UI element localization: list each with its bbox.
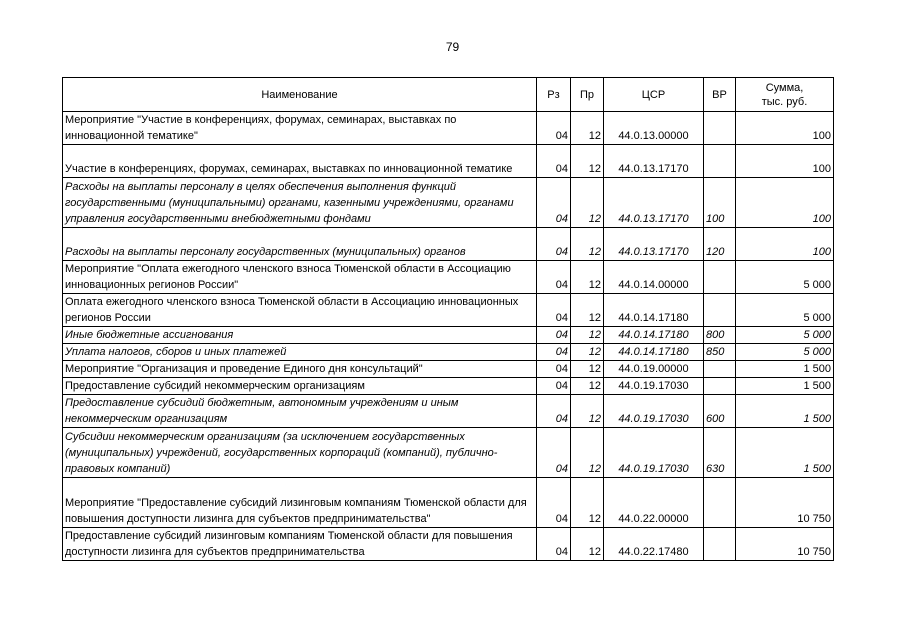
row-name: Оплата ежегодного членского взноса Тюменской области в Ассоциацию инновационных регионов России bbox=[63, 294, 537, 327]
header-sum-line1: Сумма, bbox=[765, 81, 804, 94]
table-row bbox=[63, 228, 834, 261]
row-sum: 100 bbox=[736, 112, 834, 145]
row-vr: 800 bbox=[704, 327, 736, 344]
table-row bbox=[63, 178, 834, 228]
row-csr: 44.0.14.17180 bbox=[604, 327, 704, 344]
row-sum: 100 bbox=[736, 228, 834, 261]
row-csr: 44.0.19.17030 bbox=[604, 395, 704, 428]
table-row bbox=[63, 344, 834, 361]
row-pr: 12 bbox=[571, 361, 604, 378]
row-name: Предоставление субсидий лизинговым компаниям Тюменской области для повышения доступности лизинга для субъектов предпринимательства bbox=[63, 528, 537, 561]
table-row bbox=[63, 428, 834, 478]
row-sum: 5 000 bbox=[736, 344, 834, 361]
row-vr bbox=[704, 112, 736, 145]
row-pr: 12 bbox=[571, 428, 604, 478]
row-name: Предоставление субсидий некоммерческим организациям bbox=[63, 378, 537, 395]
row-csr: 44.0.14.00000 bbox=[604, 261, 704, 294]
row-csr: 44.0.13.17170 bbox=[604, 178, 704, 228]
row-name: Мероприятие "Предоставление субсидий лизинговым компаниям Тюменской области для повышения доступности лизинга для субъектов предпринимательства" bbox=[63, 478, 537, 528]
row-pr: 12 bbox=[571, 145, 604, 178]
row-name: Мероприятие "Организация и проведение Единого дня консультаций" bbox=[63, 361, 537, 378]
row-vr bbox=[704, 261, 736, 294]
row-vr: 850 bbox=[704, 344, 736, 361]
budget-table bbox=[62, 77, 834, 561]
row-sum: 100 bbox=[736, 178, 834, 228]
table-row bbox=[63, 361, 834, 378]
row-vr bbox=[704, 528, 736, 561]
row-name: Уплата налогов, сборов и иных платежей bbox=[63, 344, 537, 361]
row-sum: 10 750 bbox=[736, 528, 834, 561]
table-row bbox=[63, 261, 834, 294]
row-rz: 04 bbox=[537, 528, 571, 561]
table-row bbox=[63, 145, 834, 178]
row-sum: 10 750 bbox=[736, 478, 834, 528]
row-pr: 12 bbox=[571, 478, 604, 528]
row-csr: 44.0.19.17030 bbox=[604, 428, 704, 478]
row-csr: 44.0.13.17170 bbox=[604, 145, 704, 178]
row-csr: 44.0.19.17030 bbox=[604, 378, 704, 395]
row-sum: 5 000 bbox=[736, 327, 834, 344]
table-row bbox=[63, 478, 834, 528]
row-rz: 04 bbox=[537, 112, 571, 145]
row-sum: 1 500 bbox=[736, 378, 834, 395]
table-row bbox=[63, 327, 834, 344]
header-rz: Рз bbox=[537, 78, 571, 112]
row-rz: 04 bbox=[537, 344, 571, 361]
row-vr: 600 bbox=[704, 395, 736, 428]
row-sum: 1 500 bbox=[736, 395, 834, 428]
row-sum: 1 500 bbox=[736, 361, 834, 378]
page-number: 79 bbox=[445, 40, 460, 54]
row-rz: 04 bbox=[537, 178, 571, 228]
row-rz: 04 bbox=[537, 378, 571, 395]
row-vr bbox=[704, 378, 736, 395]
row-name: Предоставление субсидий бюджетным, автономным учреждениям и иным некоммерческим организациям bbox=[63, 395, 537, 428]
row-pr: 12 bbox=[571, 261, 604, 294]
row-pr: 12 bbox=[571, 294, 604, 327]
header-pr: Пр bbox=[571, 78, 604, 112]
row-rz: 04 bbox=[537, 361, 571, 378]
row-sum: 5 000 bbox=[736, 261, 834, 294]
row-rz: 04 bbox=[537, 294, 571, 327]
row-pr: 12 bbox=[571, 327, 604, 344]
row-csr: 44.0.13.17170 bbox=[604, 228, 704, 261]
row-pr: 12 bbox=[571, 178, 604, 228]
row-csr: 44.0.14.17180 bbox=[604, 344, 704, 361]
row-name: Мероприятие "Оплата ежегодного членского взноса Тюменской области в Ассоциацию инновационных регионов России" bbox=[63, 261, 537, 294]
row-name: Иные бюджетные ассигнования bbox=[63, 327, 537, 344]
table-row bbox=[63, 378, 834, 395]
table-row bbox=[63, 294, 834, 327]
row-rz: 04 bbox=[537, 261, 571, 294]
row-csr: 44.0.19.00000 bbox=[604, 361, 704, 378]
row-name: Мероприятие "Участие в конференциях, форумах, семинарах, выставках по инновационной тематике" bbox=[63, 112, 537, 145]
row-name: Расходы на выплаты персоналу в целях обеспечения выполнения функций государственными (муниципальными) органами, казенными учреждениями, органами управления государственными внебюджетными фондами bbox=[63, 178, 537, 228]
table-row bbox=[63, 112, 834, 145]
table-body bbox=[63, 112, 834, 561]
row-name: Расходы на выплаты персоналу государственных (муниципальных) органов bbox=[63, 228, 537, 261]
row-csr: 44.0.22.17480 bbox=[604, 528, 704, 561]
row-rz: 04 bbox=[537, 478, 571, 528]
header-vr: ВР bbox=[704, 78, 736, 112]
row-vr bbox=[704, 478, 736, 528]
row-vr: 630 bbox=[704, 428, 736, 478]
header-sum bbox=[736, 78, 834, 112]
row-vr bbox=[704, 294, 736, 327]
row-pr: 12 bbox=[571, 344, 604, 361]
row-sum: 5 000 bbox=[736, 294, 834, 327]
table-row bbox=[63, 395, 834, 428]
row-pr: 12 bbox=[571, 228, 604, 261]
row-pr: 12 bbox=[571, 395, 604, 428]
table-header-row bbox=[63, 78, 834, 112]
row-rz: 04 bbox=[537, 428, 571, 478]
table-row bbox=[63, 528, 834, 561]
row-sum: 1 500 bbox=[736, 428, 834, 478]
row-name: Субсидии некоммерческим организациям (за исключением государственных (муниципальных) учреждений, государственных корпораций (компаний), публично-правовых компаний) bbox=[63, 428, 537, 478]
row-vr: 100 bbox=[704, 178, 736, 228]
row-pr: 12 bbox=[571, 528, 604, 561]
header-sum-line2: тыс. руб. bbox=[761, 95, 808, 108]
row-csr: 44.0.14.17180 bbox=[604, 294, 704, 327]
row-vr bbox=[704, 145, 736, 178]
header-csr: ЦСР bbox=[604, 78, 704, 112]
row-rz: 04 bbox=[537, 145, 571, 178]
row-rz: 04 bbox=[537, 228, 571, 261]
header-name: Наименование bbox=[63, 78, 537, 112]
row-vr: 120 bbox=[704, 228, 736, 261]
row-pr: 12 bbox=[571, 378, 604, 395]
row-rz: 04 bbox=[537, 395, 571, 428]
row-sum: 100 bbox=[736, 145, 834, 178]
row-csr: 44.0.13.00000 bbox=[604, 112, 704, 145]
row-rz: 04 bbox=[537, 327, 571, 344]
row-vr bbox=[704, 361, 736, 378]
row-name: Участие в конференциях, форумах, семинарах, выставках по инновационной тематике bbox=[63, 145, 537, 178]
row-csr: 44.0.22.00000 bbox=[604, 478, 704, 528]
row-pr: 12 bbox=[571, 112, 604, 145]
